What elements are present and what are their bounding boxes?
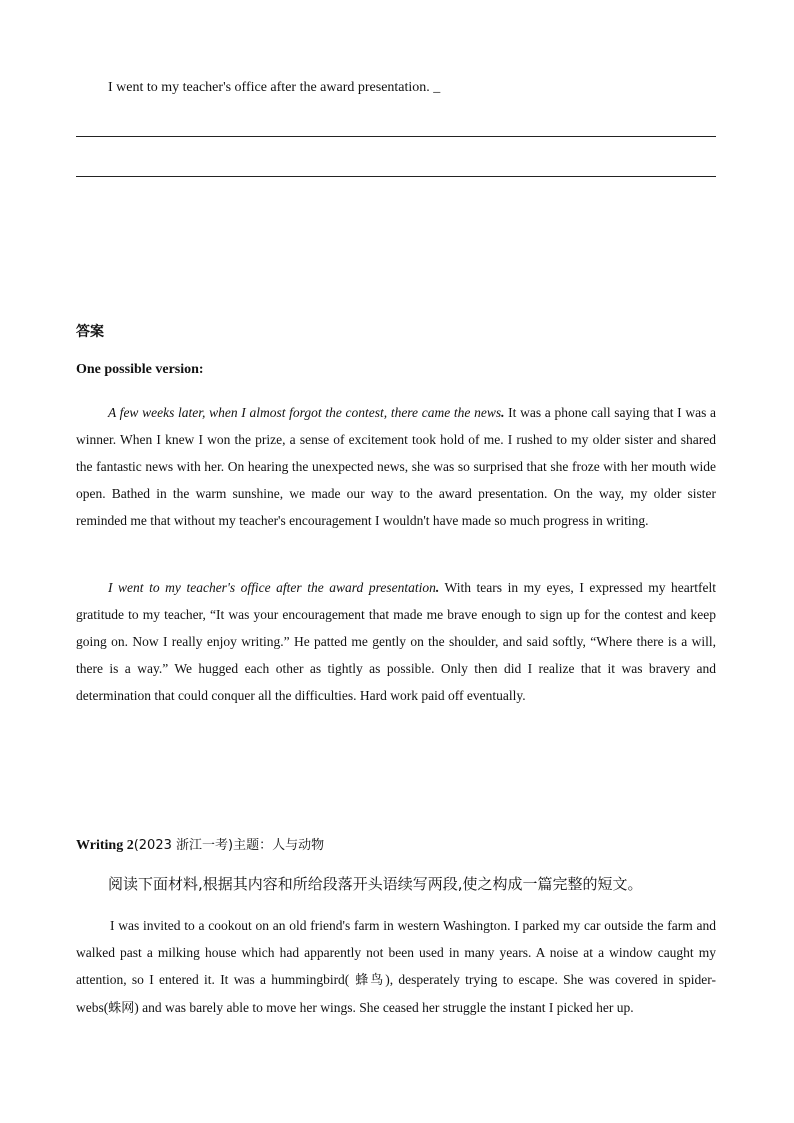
answer-paragraph-1: A few weeks later, when I almost forgot the contest, there came the news. It was a phone call saying that I was a winner. When I knew I won the prize, a sense of excitement took hold of me. I rushed to my older sister and shared the fantastic news with her. On hearing the unexpected news, she was so surprised that she froze with her mouth wide open. Bathed in the warm sunshine, we made our way to the award presentation. On the way, my older sister reminded me that without my teacher's encouragement I wouldn't have made so much progress in writing. bbox=[76, 405, 716, 528]
version-label: One possible version: bbox=[76, 362, 204, 377]
paragraph-1-body: It was a phone call saying that I was a winner. When I knew I won the prize, a sense of excitement took hold of me. I rushed to my older sister and shared the fantastic news with her. On hearing the unexpected news, she was so surprised that she froze with her mouth wide open. Bathed in the warm sunshine, we made our way to the award presentation. On the way, my older sister reminded me that without my teacher's encouragement I wouldn't have made so much progress in writing. bbox=[76, 405, 716, 528]
paragraph-2-opening: I went to my teacher's office after the award presentation bbox=[108, 580, 436, 595]
writing-2-title: Writing 2(2023 浙江一考)主题：人与动物 bbox=[76, 838, 325, 853]
paragraph-1-opening: A few weeks later, when I almost forgot the contest, there came the news bbox=[108, 405, 502, 420]
continuation-prompt: I went to my teacher's office after the award presentation. _ bbox=[108, 80, 441, 95]
answer-line-1 bbox=[76, 136, 716, 137]
writing-2-instruction: 阅读下面材料,根据其内容和所给段落开头语续写两段,使之构成一篇完整的短文。 bbox=[108, 875, 643, 893]
paragraph-2-body: With tears in my eyes, I expressed my heartfelt gratitude to my teacher, “It was your encouragement that made me brave enough to sign up for the contest and keep going on. Now I really enjoy writing.” He patted me gently on the shoulder, and said softly, “Where there is a will, there is a way.” We hugged each other as tightly as possible. Only then did I realize that it was bravery and determination that could conquer all the difficulties. Hard work paid off eventually. bbox=[76, 580, 716, 703]
answer-paragraph-2: I went to my teacher's office after the award presentation. With tears in my eyes, I expressed my heartfelt gratitude to my teacher, “It was your encouragement that made me brave enough to sign up for the contest and keep going on. Now I really enjoy writing.” He patted me gently on the shoulder, and said softly, “Where there is a will, there is a way.” We hugged each other as tightly as possible. Only then did I realize that it was bravery and determination that could conquer all the difficulties. Hard work paid off eventually. bbox=[76, 580, 716, 703]
answer-line-2 bbox=[76, 176, 716, 177]
answer-heading: 答案 bbox=[76, 324, 104, 340]
writing-2-passage: I was invited to a cookout on an old friend's farm in western Washington. I parked my car outside the farm and walked past a milking house which had apparently not been used in many years. A noise at a window caught my attention, so I entered it. It was a hummingbird( 蜂鸟), desperately trying to escape. She was covered in spider-webs(蛛网) and was barely able to move her wings. She ceased her struggle the instant I picked her up. bbox=[76, 918, 717, 1016]
